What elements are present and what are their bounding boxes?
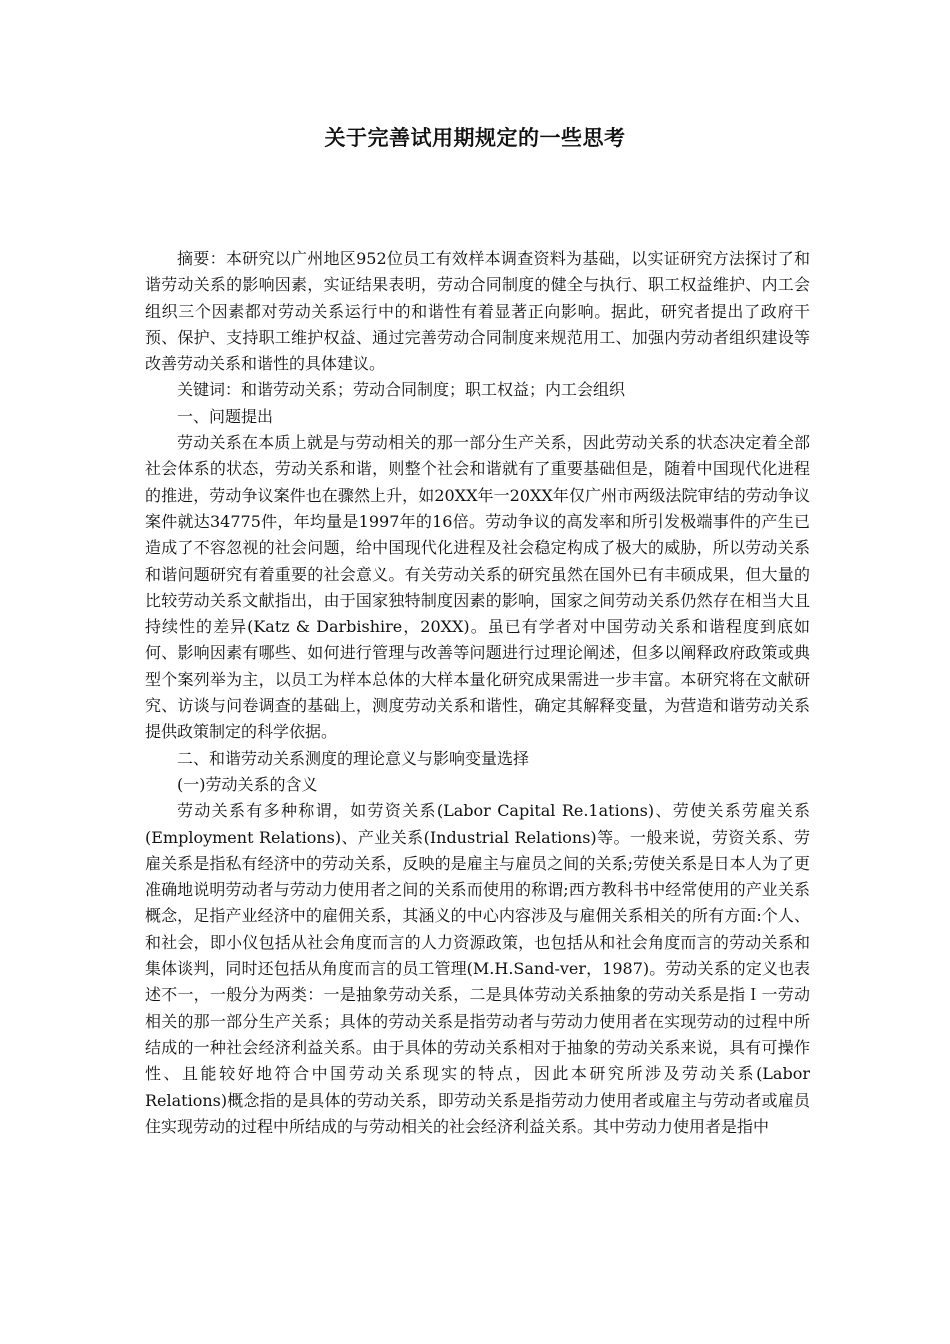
section-heading-1: 一、问题提出 — [177, 406, 274, 426]
abstract-paragraph: 摘要：本研究以广州地区952位员工有效样本调查资料为基础，以实证研究方法探讨了和谐劳动关系的影响因素，实证结果表明，劳动合同制度的健全与执行、职工权益维护、内工会组织三个因素都对劳动关系运行中的和谐性有着显著正向影响。据此，研究者提出了政府干预、保护、支持职工维护权益、通过完善劳动合同制度来规范用工、加强内劳动者组织建设等改善劳动关系和谐性的具体建议。 — [145, 249, 810, 374]
body-paragraph: 劳动关系在本质上就是与劳动相关的那一部分生产关系，因此劳动关系的状态决定着全部社会体系的状态，劳动关系和谐，则整个社会和谐就有了重要基础但是，随着中国现代化进程的推进，劳动争议案件也在骤然上升，如20XX年一20XX年仅广州市两级法院审结的劳动争议案件就达34775件，年均量是1997年的16倍。劳动争议的高发率和所引发极端事件的产生已造成了不容忽视的社会问题，给中国现代化进程及社会稳定构成了极大的威胁，所以劳动关系和谐问题研究有着重要的社会意义。有关劳动关系的研究虽然在国外已有丰硕成果，但大量的比较劳动关系文献指出，由于国家独特制度因素的影响，国家之间劳动关系仍然存在相当大且持续性的差异(Katz & Darbishire，20XX)。虽已有学者对中国劳动关系和谐程度到底如何、影响因素有哪些、如何进行管理与改善等问题进行过理论阐述，但多以阐释政府政策或典型个案列举为主，以员工为样本总体的大样本量化研究成果需进一步丰富。本研究将在文献研究、访谈与问卷调查的基础上，测度劳动关系和谐性，确定其解释变量，为营造和谐劳动关系提供政策制定的科学依据。 — [145, 433, 810, 742]
section-heading-2: 二、和谐劳动关系测度的理论意义与影响变量选择 — [177, 748, 530, 768]
subsection-heading: (一)劳动关系的含义 — [177, 774, 318, 794]
document-body — [145, 246, 810, 1140]
document-title: 关于完善试用期规定的一些思考 — [324, 126, 626, 150]
keywords-paragraph: 关键词：和谐劳动关系；劳动合同制度；职工权益；内工会组织 — [177, 380, 626, 400]
body-paragraph: 劳动关系有多种称谓，如劳资关系(Labor Capital Re.1ations)、劳使关系劳雇关系(Employment Relations)、产业关系(Industrial Relations)等。一般来说，劳资关系、劳雇关系是指私有经济中的劳动关系，反映的是雇主与雇员之间的关系;劳使关系是日本人为了更准确地说明劳动者与劳动力使用者之间的关系而使用的称谓;西方教科书中经常使用的产业关系概念，足指产业经济中的雇佣关系，其涵义的中心内容涉及与雇佣关系相关的所有方面:个人、和社会，即小仪包括从社会角度而言的人力资源政策，也包括从和社会角度而言的劳动关系和集体谈判，同时还包括从角度而言的员工管理(M.H.Sand-ver，1987)。劳动关系的定义也表述不一，一般分为两类：一是抽象劳动关系，二是具体劳动关系抽象的劳动关系是指Ｉ一劳动相关的那一部分生产关系；具体的劳动关系是指劳动者与劳动力使用者在实现劳动的过程中所结成的一种社会经济利益关系。由于具体的劳动关系相对于抽象的劳动关系来说，具有可操作性、且能较好地符合中国劳动关系现实的特点，因此本研究所涉及劳动关系(Labor Relations)概念指的是具体的劳动关系，即劳动关系是指劳动力使用者或雇主与劳动者或雇员住实现劳动的过程中所结成的与劳动相关的社会经济利益关系。其中劳动力使用者是指中 — [145, 801, 810, 1136]
